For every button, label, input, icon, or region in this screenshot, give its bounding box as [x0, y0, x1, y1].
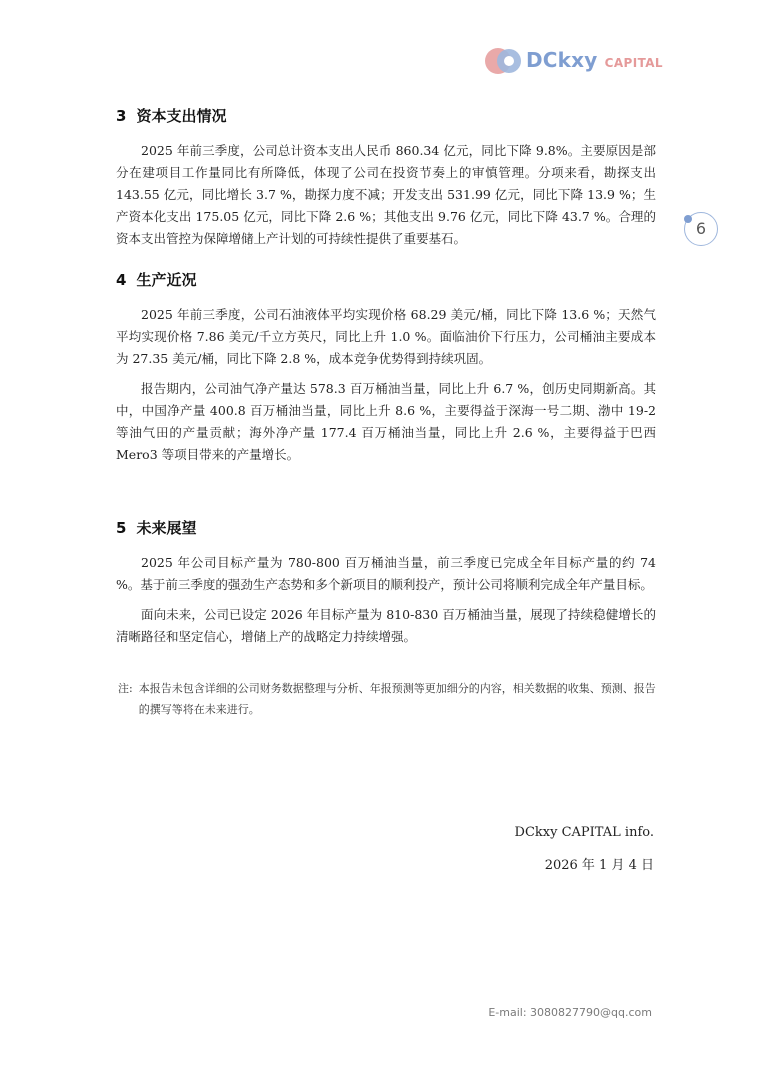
logo-main-text: DCkxy	[526, 48, 598, 72]
section-heading	[116, 104, 656, 128]
section-number: 5	[116, 519, 127, 537]
footnote	[118, 678, 656, 720]
signature-block	[515, 816, 654, 882]
section-capex	[116, 104, 656, 250]
report-content	[116, 104, 656, 720]
paragraph: 报告期内，公司油气净产量达 578.3 百万桶油当量，同比上升 6.7 %，创历史同期新高。其中，中国净产量 400.8 百万桶油当量，同比上升 8.6 %，主要得益于深海一号二期、渤中 19-2 等油气田的产量贡献；海外净产量 177.4 百万桶油当量，同比上升 2.6 %，主要得益于巴西 Mero3 等项目带来的产量增长。	[116, 381, 656, 462]
section-title-text: 资本支出情况	[136, 107, 227, 125]
logo-sub-text: CAPITAL	[604, 56, 663, 70]
paragraph: 2025 年前三季度，公司总计资本支出人民币 860.34 亿元，同比下降 9.8%。主要原因是部分在建项目工作量同比有所降低，体现了公司在投资节奏上的审慎管理。分项来看，勘探支出 143.55 亿元，同比增长 3.7 %，勘探力度不减；开发支出 531.99 亿元，同比下降 13.9 %；生产资本化支出 175.05 亿元，同比下降 2.6 %；其他支出 9.76 亿元，同比下降 43.7 %。合理的资本支出管控为保障增储上产计划的可持续性提供了重要基石。	[116, 143, 656, 246]
signature-org: DCkxy CAPITAL info.	[514, 825, 654, 840]
section-title-text: 生产近况	[136, 271, 197, 289]
page-number-badge: 6	[684, 212, 718, 246]
logo-text	[526, 48, 663, 72]
paragraph: 面向未来，公司已设定 2026 年目标产量为 810-830 百万桶油当量，展现了持续稳健增长的清晰路径和坚定信心，增储上产的战略定力持续增强。	[116, 607, 656, 644]
section-production	[116, 268, 656, 466]
company-logo	[484, 44, 663, 78]
footnote-label: 注:	[118, 682, 133, 695]
footnote-text: 本报告未包含详细的公司财务数据整理与分析、年报预测等更加细分的内容，相关数据的收集、预测、报告的撰写等将在未来进行。	[138, 682, 656, 716]
section-number: 3	[116, 107, 127, 125]
footer-email: E-mail: 3080827790@qq.com	[488, 1006, 652, 1019]
signature-date: 2026 年 1 月 4 日	[544, 858, 654, 873]
section-number: 4	[116, 271, 127, 289]
section-title-text: 未来展望	[136, 519, 197, 537]
section-heading	[116, 268, 656, 292]
paragraph: 2025 年公司目标产量为 780-800 百万桶油当量，前三季度已完成全年目标产量的约 74 %。基于前三季度的强劲生产态势和多个新项目的顺利投产，预计公司将顺利完成全年产量目标。	[116, 555, 656, 592]
section-outlook	[116, 516, 656, 648]
section-heading	[116, 516, 656, 540]
logo-mark-icon	[484, 46, 524, 76]
paragraph: 2025 年前三季度，公司石油液体平均实现价格 68.29 美元/桶，同比下降 13.6 %；天然气平均实现价格 7.86 美元/千立方英尺，同比上升 1.0 %。面临油价下行压力，公司桶油主要成本为 27.35 美元/桶，同比下降 2.8 %，成本竞争优势得到持续巩固。	[116, 307, 656, 366]
page-badge-dot-icon	[684, 215, 692, 223]
